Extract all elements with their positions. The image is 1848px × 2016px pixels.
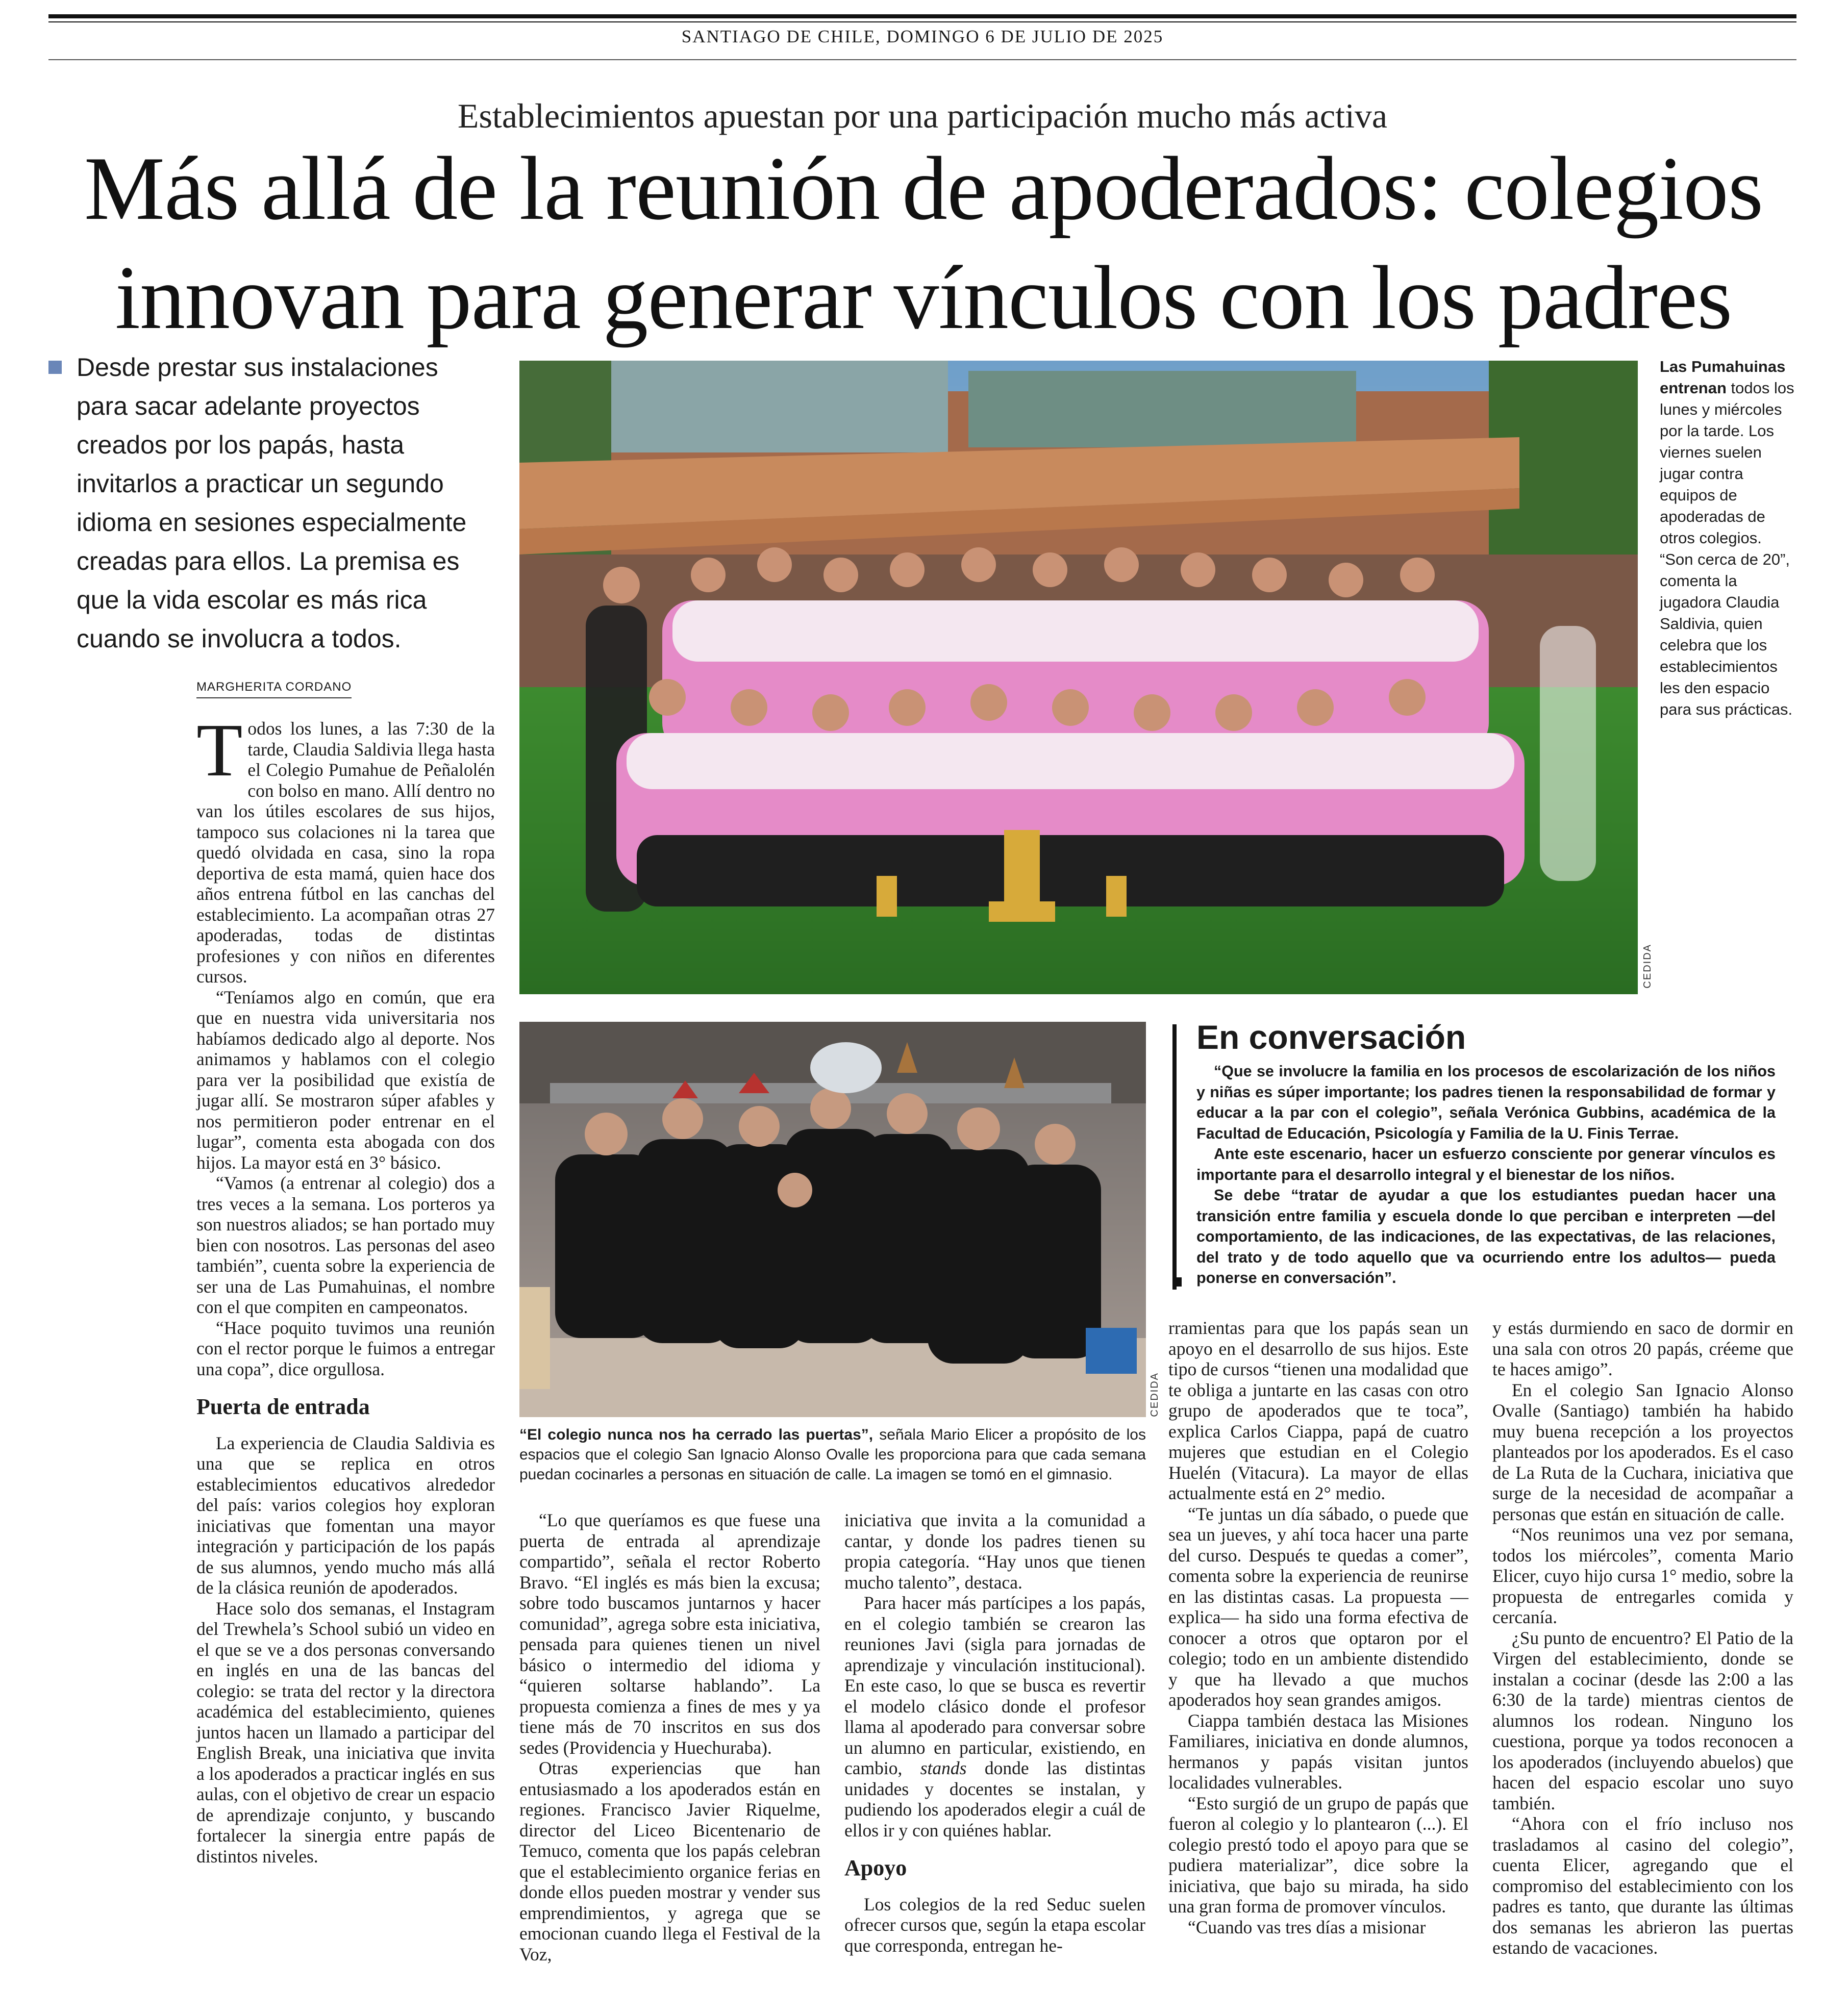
col1-para-3: “Vamos (a entrenar al colegio) dos a tres veces a la semana. Los porteros ya son nuestros aliados; se han portado muy bien con nosotros. Las personas del aseo también”, cuenta sobre la experiencia de ser una de Las Pumahuinas, el nombre con el que compiten en campeonatos. xyxy=(196,1173,495,1317)
photo-volunteers-gym xyxy=(519,1022,1146,1417)
col4-para-4: “Esto surgió de un grupo de papás que fueron al colegio y lo plantearon (...). El colegio prestó todo el apoyo para que se pudiera materializar”, dice sobre la iniciativa, que bajo su mirada, ha sido una gran forma de promover vínculos. xyxy=(1168,1793,1468,1917)
col3-stands-word: stands xyxy=(920,1758,967,1778)
column-3 xyxy=(844,1510,1145,1956)
photo2-caption-text: señala Mario Elicer a propósito de los espacios que el colegio San Ignacio Alonso Ovalle les proporciona para que cada semana puedan cocinarles a personas en situación de calle. La imagen se tomó en el gimnasio. xyxy=(519,1426,1146,1483)
dropcap: T xyxy=(196,709,243,792)
sidebar-body xyxy=(1196,1061,1776,1289)
column-4 xyxy=(1168,1318,1468,1937)
column-5 xyxy=(1492,1318,1793,1958)
col2-para-2: Otras experiencias que han entusiasmado a los apoderados están en regiones. Francisco Javier Riquelme, director del Liceo Bicentenario de Temuco, comenta que los papás celebran que el establecimiento organice ferias en donde ellos pueden mostrar y vender sus emprendimientos, y agrega que se emocionan cuando llega el Festival de la Voz, xyxy=(519,1758,820,1964)
headline: Más allá de la reunión de apoderados: colegios innovan para generar vínculos con los padres xyxy=(84,138,1763,348)
photo-football-team xyxy=(519,361,1638,994)
column-2 xyxy=(519,1510,820,1964)
subhead-puerta-de-entrada: Puerta de entrada xyxy=(196,1394,370,1419)
col1-p1-text: odos los lunes, a las 7:30 de la tarde, Claudia Saldivia llega hasta el Colegio Pumahue de Peñalolén con bolso en mano. Allí dentro no van los útiles escolares de sus hijos, tampoco sus colaciones ni la tarea que quedó olvidada en casa, sino la ropa deportiva de esta mamá, quien hace dos años entrena fútbol en las canchas del establecimiento. La acompañan otras 27 apoderadas, todas de distintas profesiones y con niños en diferentes cursos. xyxy=(196,718,495,987)
photo1-caption xyxy=(1660,356,1799,720)
col3-para-3: Los colegios de la red Seduc suelen ofrecer cursos que, según la etapa escolar que corresponda, entregan he- xyxy=(844,1894,1145,1956)
deck: Desde prestar sus instalaciones para sacar adelante proyectos creados por los papás, hasta invitarlos a practicar un segundo idioma en sesiones especialmente creadas para ellos. La premisa es que la vida escolar es más rica cuando se involucra a todos. xyxy=(77,353,467,653)
col4-para-5: “Cuando vas tres días a misionar xyxy=(1188,1917,1426,1937)
sidebar-rule xyxy=(1172,1024,1177,1290)
byline: MARGHERITA CORDANO xyxy=(196,680,352,698)
column-1 xyxy=(196,709,495,1867)
col4-para-3: Ciappa también destaca las Misiones Familiares, iniciativa en donde alumnos, hermanos y papás visitan juntos localidades vulnerables. xyxy=(1168,1710,1468,1793)
col2-para-1: “Lo que queríamos es que fuese una puerta de entrada al aprendizaje compartido”, señala el rector Roberto Bravo. “El inglés es más bien la excusa; sobre todo buscamos juntarnos y hacer comunidad”, agrega sobre esta iniciativa, pensada para quienes tienen un nivel básico o intermedio del idioma y “quieren soltarse hablando”. La propuesta comienza a fines de mes y ya tiene más de 70 inscritos en sus dos sedes (Providencia y Huechuraba). xyxy=(519,1510,820,1758)
photo-football-team-image xyxy=(519,361,1638,994)
sidebar-para-1: “Que se involucre la familia en los procesos de escolarización de los niños y niñas es súper importante; los padres tienen la responsabilidad de formar y educar a la par con el colegio”, señala Verónica Gubbins, académica de la Facultad de Educación, Psicología y Familia de la U. Finis Terrae. xyxy=(1196,1063,1776,1142)
photo2-caption-bold: “El colegio nunca nos ha cerrado las puertas”, xyxy=(519,1426,873,1443)
subhead-apoyo: Apoyo xyxy=(844,1855,907,1880)
col5-para-5: “Ahora con el frío incluso nos trasladamos al casino del colegio”, cuenta Elicer, agregando que el compromiso del establecimiento con los padres es tanto, que durante las últimas dos semanas les abrieron las puertas estando de vacaciones. xyxy=(1492,1813,1793,1958)
col5-para-3: “Nos reunimos una vez por semana, todos los miércoles”, comenta Mario Elicer, cuyo hijo cursa 1° medio, sobre la propuesta de entregarles comida y cercanía. xyxy=(1492,1524,1793,1627)
photo2-credit: CEDIDA xyxy=(1149,1372,1160,1417)
photo-volunteers-gym-image xyxy=(519,1022,1146,1417)
photo2-caption xyxy=(519,1425,1146,1484)
deck-bullet-icon xyxy=(48,361,62,374)
col3-para-1: iniciativa que invita a la comunidad a cantar, y donde los padres tienen su propia categoría. “Hay unos que tienen mucho talento”, destaca. xyxy=(844,1510,1145,1593)
photo1-caption-bold: Las Pumahuinas entrenan xyxy=(1660,358,1786,397)
sidebar-para-3: Se debe “tratar de ayudar a que los estudiantes puedan hacer una transición entre familia y escuela donde lo que perciban e interpreten —del comportamiento, de las indicaciones, de las expectativas, de las relaciones, del trato y de todo aquello que va ocurriendo entre los adultos— pueda ponerse en conversación”. xyxy=(1196,1187,1776,1287)
top-rule xyxy=(48,14,1796,18)
photo1-credit: CEDIDA xyxy=(1642,944,1653,989)
col4-para-2: “Te juntas un día sábado, o puede que sea un jueves, y ahí toca hacer una parte del curso. Después te quedas a comer”, comenta sobre la experiencia de reunirse en las distintas casas. La propuesta —explica— ha sido una forma efectiva de conocer a otros que optaron por el colegio; todo en un ambiente distendido y que ha llevado a que muchos apoderados hoy sean grandes amigos. xyxy=(1168,1503,1468,1710)
dateline: SANTIAGO DE CHILE, DOMINGO 6 DE JULIO DE 2025 xyxy=(681,27,1164,46)
col4-para-1: rramientas para que los papás sean un apoyo en el desarrollo de sus hijos. Este tipo de cursos “tienen una modalidad que te obliga a juntarte en las casas con otro grupo de apoderados que te toca”, explica Carlos Ciappa, papá de cuatro mujeres que estudian en el Colegio Huelén (Vitacura). La mayor de ellas actualmente está en 2° medio. xyxy=(1168,1318,1468,1503)
col1-para-4: “Hace poquito tuvimos una reunión con el rector porque le fuimos a entregar una copa”, dice orgullosa. xyxy=(196,1317,495,1379)
photo1-caption-text: todos los lunes y miércoles por la tarde. Los viernes suelen jugar contra equipos de apoderadas de otros colegios. “Son cerca de 20”, comenta la jugadora Claudia Saldivia, quien celebra que los establecimientos les den espacio para sus prácticas. xyxy=(1660,379,1794,718)
col1-para-2: “Teníamos algo en común, que era que en nuestra vida universitaria nos habíamos dedicado algo al deporte. Nos animamos y hablamos con el colegio para ver la posibilidad que existía de jugar allí. Se mostraron súper afables y nos permitieron poder entrenar en el lugar”, comenta esta abogada con dos hijos. La mayor está en 3° básico. xyxy=(196,987,495,1173)
sidebar-para-2: Ante este escenario, hacer un esfuerzo consciente por generar vínculos es importante para el desarrollo integral y el bienestar de los niños. xyxy=(1196,1145,1776,1183)
col1-para-1 xyxy=(196,709,495,987)
col1-para-6: Hace solo dos semanas, el Instagram del Trewhela’s School subió un video en el que se ve a dos personas conversando en inglés en una de las bancas del colegio: se trata del rector y la directora académica del establecimiento, quienes juntos hacen un llamado a participar del English Break, una iniciativa que invita a los apoderados a practicar inglés en sus aulas, con el objetivo de crear un espacio de aprendizaje conjunto, y buscando fortalecer la sinergia entre papás de distintos niveles. xyxy=(196,1598,495,1867)
top-rule-thin xyxy=(48,21,1796,22)
col3-p2b-text: donde las distintas unidades y docentes se instalan, y pudiendo los apoderados elegir a cuál de ellos ir y con quiénes hablar. xyxy=(844,1758,1146,1841)
col5-para-4: ¿Su punto de encuentro? El Patio de la Virgen del establecimiento, donde se instalan a cocinar (desde las 2:00 a las 6:30 de la tarde) mientras cientos de alumnos los rodean. Ninguno los cuestiona, porque ya todos reconocen a los apoderados (incluyendo abuelos) que hacen del espacio escolar uno suyo también. xyxy=(1492,1627,1793,1813)
col1-para-5: La experiencia de Claudia Saldivia es una que se replica en otros establecimientos educativos alrededor del país: varios colegios hoy exploran iniciativas que fomentan una mayor integración y participación de los papás de sus alumnos, yendo mucho más allá de la clásica reunión de apoderados. xyxy=(196,1432,495,1598)
dateline-rule xyxy=(48,59,1796,60)
col5-para-1: y estás durmiendo en saco de dormir en una sala con otros 20 papás, créeme que te haces amigo”. xyxy=(1492,1318,1793,1379)
kicker: Establecimientos apuestan por una participación mucho más activa xyxy=(457,96,1388,135)
col3-para-2 xyxy=(844,1593,1145,1841)
sidebar-title: En conversación xyxy=(1196,1018,1466,1056)
sidebar-end-mark-icon xyxy=(1172,1277,1182,1287)
col3-p2a-text: Para hacer más partícipes a los papás, en el colegio también se crearon las reuniones Javi (sigla para jornadas de aprendizaje y vinculación institucional). En este caso, lo que se busca es revertir el modelo clásico donde el profesor llama al apoderado para conversar sobre un alumno en particular, existiendo, en cambio, xyxy=(844,1593,1145,1778)
col5-para-2: En el colegio San Ignacio Alonso Ovalle (Santiago) también ha habido muy buena recepción a los proyectos planteados por los apoderados. Es el caso de La Ruta de la Cuchara, iniciativa que surge de la necesidad de acompañar a personas que están en situación de calle. xyxy=(1492,1379,1793,1524)
